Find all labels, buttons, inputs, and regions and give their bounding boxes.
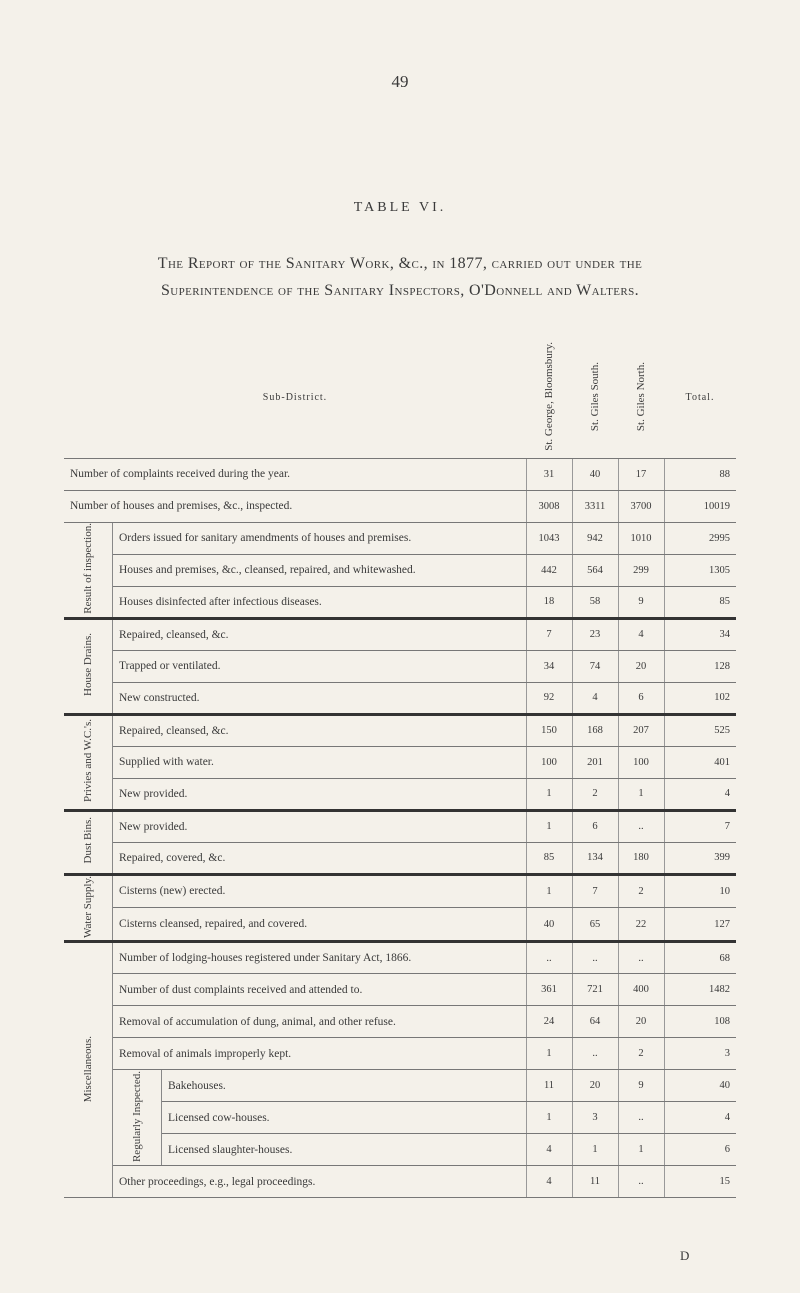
cell: 40 xyxy=(526,908,572,942)
cell: 134 xyxy=(572,842,618,874)
cell: 64 xyxy=(572,1006,618,1038)
heading-line-2: Superintendence of the Sanitary Inspectors, O'Donnell and Walters. xyxy=(160,282,640,299)
table-row xyxy=(64,1134,736,1166)
table-row xyxy=(64,1166,736,1198)
cell: 299 xyxy=(618,554,664,586)
row-label: Houses disinfected after infectious diseases. xyxy=(113,586,527,618)
cell-total: 127 xyxy=(664,908,736,942)
row-label: Repaired, cleansed, &c. xyxy=(113,714,527,746)
group-label-miscellaneous: Miscellaneous. xyxy=(64,942,113,1198)
cell: .. xyxy=(618,942,664,974)
cell-total: 1482 xyxy=(664,974,736,1006)
signature-mark: D xyxy=(680,1248,690,1263)
cell: .. xyxy=(526,942,572,974)
table-row xyxy=(64,1070,736,1102)
table-row xyxy=(64,1102,736,1134)
table-row xyxy=(64,942,736,974)
cell: 11 xyxy=(526,1070,572,1102)
row-label: Repaired, cleansed, &c. xyxy=(113,618,527,650)
table-row xyxy=(64,874,736,908)
cell: 74 xyxy=(572,650,618,682)
cell: .. xyxy=(618,810,664,842)
cell: 20 xyxy=(572,1070,618,1102)
cell-total: 1305 xyxy=(664,554,736,586)
table-row xyxy=(64,1006,736,1038)
row-label: Number of dust complaints received and attended to. xyxy=(113,974,527,1006)
cell-total: 10 xyxy=(664,874,736,908)
table-row xyxy=(64,810,736,842)
cell-total: 108 xyxy=(664,1006,736,1038)
table-row xyxy=(64,650,736,682)
cell: 1 xyxy=(618,1134,664,1166)
cell-total: 3 xyxy=(664,1038,736,1070)
cell: 201 xyxy=(572,746,618,778)
table-row xyxy=(64,490,736,522)
col-total-header: Total. xyxy=(664,338,736,458)
cell: 92 xyxy=(526,682,572,714)
table-row xyxy=(64,522,736,554)
row-label: New constructed. xyxy=(113,682,527,714)
row-label: Removal of animals improperly kept. xyxy=(113,1038,527,1070)
cell: 1 xyxy=(526,1038,572,1070)
cell: 31 xyxy=(526,458,572,490)
report-heading xyxy=(40,250,760,304)
cell-total: 6 xyxy=(664,1134,736,1166)
cell: 1 xyxy=(526,778,572,810)
cell-total: 7 xyxy=(664,810,736,842)
table-row xyxy=(64,746,736,778)
cell: .. xyxy=(618,1166,664,1198)
table-title: TABLE VI. xyxy=(353,200,447,215)
cell: 150 xyxy=(526,714,572,746)
row-label: Number of complaints received during the year. xyxy=(64,458,526,490)
cell: 20 xyxy=(618,650,664,682)
cell: 6 xyxy=(572,810,618,842)
table-row xyxy=(64,586,736,618)
row-label: Supplied with water. xyxy=(113,746,527,778)
cell: 40 xyxy=(572,458,618,490)
cell: 721 xyxy=(572,974,618,1006)
cell-total: 88 xyxy=(664,458,736,490)
cell: 4 xyxy=(526,1134,572,1166)
row-label: New provided. xyxy=(113,778,527,810)
row-label: Number of houses and premises, &c., inspected. xyxy=(64,490,526,522)
cell-total: 85 xyxy=(664,586,736,618)
cell: 1043 xyxy=(526,522,572,554)
cell: 361 xyxy=(526,974,572,1006)
cell: 3700 xyxy=(618,490,664,522)
cell-total: 4 xyxy=(664,1102,736,1134)
table-row xyxy=(64,842,736,874)
cell: 1 xyxy=(526,874,572,908)
row-label: Bakehouses. xyxy=(162,1070,527,1102)
table-row xyxy=(64,1038,736,1070)
cell: 2 xyxy=(618,874,664,908)
cell: 100 xyxy=(618,746,664,778)
cell: 9 xyxy=(618,586,664,618)
cell-total: 10019 xyxy=(664,490,736,522)
cell: 34 xyxy=(526,650,572,682)
table-row xyxy=(64,908,736,942)
heading-line-1: The Report of the Sanitary Work, &c., in 1877, carried out under the xyxy=(157,255,643,272)
cell-total: 34 xyxy=(664,618,736,650)
cell: 4 xyxy=(572,682,618,714)
sub-district-header: Sub-District. xyxy=(64,338,526,458)
cell: 180 xyxy=(618,842,664,874)
cell: 942 xyxy=(572,522,618,554)
cell-total: 525 xyxy=(664,714,736,746)
row-label: Removal of accumulation of dung, animal, and other refuse. xyxy=(113,1006,527,1038)
cell: 564 xyxy=(572,554,618,586)
cell: 1 xyxy=(572,1134,618,1166)
cell: 400 xyxy=(618,974,664,1006)
header-row xyxy=(64,338,736,458)
cell: 1 xyxy=(526,1102,572,1134)
col-st-giles-south-header: St. Giles South. xyxy=(572,338,618,458)
row-label: Cisterns (new) erected. xyxy=(113,874,527,908)
sub-label-regularly-inspected: Regularly Inspected. xyxy=(113,1070,162,1166)
cell: 1 xyxy=(526,810,572,842)
table-row xyxy=(64,974,736,1006)
col-st-giles-north-header: St. Giles North. xyxy=(618,338,664,458)
table-row xyxy=(64,714,736,746)
cell: 4 xyxy=(618,618,664,650)
cell: 24 xyxy=(526,1006,572,1038)
cell: 22 xyxy=(618,908,664,942)
cell: 58 xyxy=(572,586,618,618)
cell-total: 15 xyxy=(664,1166,736,1198)
cell: 20 xyxy=(618,1006,664,1038)
row-label: Licensed cow-houses. xyxy=(162,1102,527,1134)
table-row xyxy=(64,778,736,810)
cell: 7 xyxy=(526,618,572,650)
cell-total: 399 xyxy=(664,842,736,874)
cell: 3311 xyxy=(572,490,618,522)
table-row xyxy=(64,682,736,714)
row-label: Houses and premises, &c., cleansed, repaired, and whitewashed. xyxy=(113,554,527,586)
cell: 442 xyxy=(526,554,572,586)
cell: 18 xyxy=(526,586,572,618)
cell: 1010 xyxy=(618,522,664,554)
cell: 3008 xyxy=(526,490,572,522)
row-label: Orders issued for sanitary amendments of houses and premises. xyxy=(113,522,527,554)
cell: 17 xyxy=(618,458,664,490)
cell: 9 xyxy=(618,1070,664,1102)
cell-total: 102 xyxy=(664,682,736,714)
cell: 168 xyxy=(572,714,618,746)
cell-total: 128 xyxy=(664,650,736,682)
row-label: Number of lodging-houses registered under Sanitary Act, 1866. xyxy=(113,942,527,974)
cell: 207 xyxy=(618,714,664,746)
row-label: Licensed slaughter-houses. xyxy=(162,1134,527,1166)
col-st-george-header: St. George, Bloomsbury. xyxy=(526,338,572,458)
row-label: Repaired, covered, &c. xyxy=(113,842,527,874)
row-label: Trapped or ventilated. xyxy=(113,650,527,682)
cell: 2 xyxy=(618,1038,664,1070)
row-label: Other proceedings, e.g., legal proceedings. xyxy=(113,1166,527,1198)
table-row xyxy=(64,458,736,490)
page-number: 49 xyxy=(391,72,409,91)
cell: 23 xyxy=(572,618,618,650)
group-label-privies: Privies and W.C.'s. xyxy=(64,714,113,810)
cell-total: 2995 xyxy=(664,522,736,554)
cell: 11 xyxy=(572,1166,618,1198)
cell: 7 xyxy=(572,874,618,908)
cell: 65 xyxy=(572,908,618,942)
cell: .. xyxy=(572,942,618,974)
cell-total: 401 xyxy=(664,746,736,778)
group-label-inspection: Result of inspection. xyxy=(64,522,113,618)
cell: 1 xyxy=(618,778,664,810)
group-label-dust-bins: Dust Bins. xyxy=(64,810,113,874)
cell: 100 xyxy=(526,746,572,778)
cell: 4 xyxy=(526,1166,572,1198)
row-label: Cisterns cleansed, repaired, and covered. xyxy=(113,908,527,942)
sanitary-work-table xyxy=(64,338,736,1198)
cell: 6 xyxy=(618,682,664,714)
cell: 2 xyxy=(572,778,618,810)
table-row xyxy=(64,554,736,586)
cell: .. xyxy=(572,1038,618,1070)
group-label-drains: House Drains. xyxy=(64,618,113,714)
cell: .. xyxy=(618,1102,664,1134)
cell-total: 68 xyxy=(664,942,736,974)
cell: 85 xyxy=(526,842,572,874)
group-label-water-supply: Water Supply. xyxy=(64,874,113,942)
row-label: New provided. xyxy=(113,810,527,842)
cell-total: 40 xyxy=(664,1070,736,1102)
cell: 3 xyxy=(572,1102,618,1134)
cell-total: 4 xyxy=(664,778,736,810)
table-row xyxy=(64,618,736,650)
